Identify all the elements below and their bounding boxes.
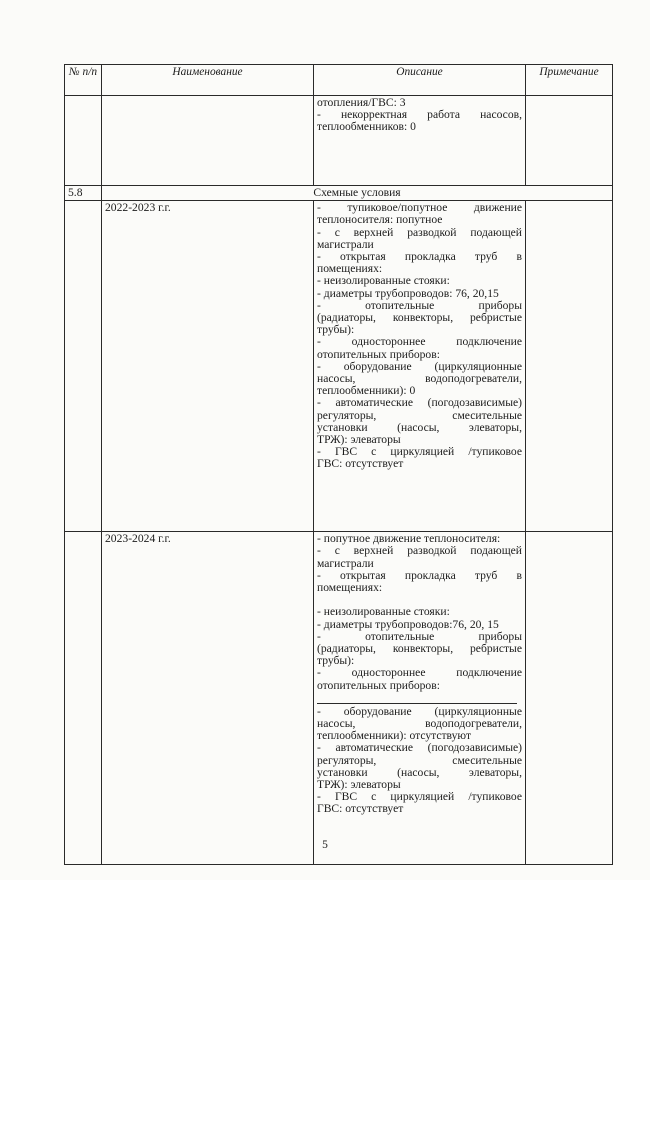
specification-table (64, 64, 613, 865)
period-name: 2023-2024 г.г. (102, 532, 314, 865)
desc-line: регуляторы, смесительные (317, 408, 522, 422)
desc-line: - с верхней разводкой подающей (317, 544, 522, 558)
desc-line: - с верхней разводкой подающей (317, 225, 522, 239)
desc-line: теплообменников: 0 (317, 120, 416, 134)
desc-line: - отопительные приборы (317, 629, 522, 643)
desc-line: - отопительные приборы (317, 298, 522, 312)
desc-line: ТРЖ): элеваторы (317, 433, 401, 447)
table-header-row (65, 65, 613, 96)
header-num: № п/п (65, 65, 102, 96)
desc-line: - автоматические (погодозависимые) (317, 741, 522, 755)
desc-line: магистрали (317, 556, 374, 570)
desc-line: - диаметры трубопроводов: 76, 20,15 (317, 286, 499, 300)
desc-line: - попутное движение теплоносителя: (317, 532, 501, 546)
desc-line: теплоносителя: попутное (317, 213, 443, 227)
desc-line: отопительных приборов: (317, 678, 440, 692)
desc-line: насосы, водоподогреватели, (317, 717, 522, 731)
desc-line: отопительных приборов: (317, 347, 440, 361)
desc-line: - оборудование (циркуляционные (317, 359, 522, 373)
desc-line: теплообменники): 0 (317, 384, 416, 398)
divider-line (317, 692, 517, 704)
cell-num (65, 96, 102, 186)
desc-line: установки (насосы, элеваторы, (317, 420, 522, 434)
header-name: Наименование (102, 65, 314, 96)
desc-line: - ГВС с циркуляцией /тупиковое (317, 445, 522, 459)
desc-line: - некорректная работа насосов, (317, 108, 522, 122)
cell-name (102, 96, 314, 186)
cell-description (314, 201, 526, 532)
desc-line: регуляторы, смесительные (317, 753, 522, 767)
cell-note (526, 201, 613, 532)
desc-line: магистрали (317, 237, 374, 251)
desc-line: - ГВС с циркуляцией /тупиковое (317, 790, 522, 804)
desc-line: - неизолированные стояки: (317, 274, 450, 288)
table-row (65, 201, 613, 532)
desc-line: ГВС: отсутствует (317, 802, 404, 816)
desc-line: ТРЖ): элеваторы (317, 778, 401, 792)
desc-line: - тупиковое/попутное движение (317, 201, 522, 215)
cell-note (526, 532, 613, 865)
desc-line: трубы): (317, 323, 355, 337)
cell-description (314, 96, 526, 186)
desc-line: - неизолированные стояки: (317, 605, 450, 619)
desc-line: трубы): (317, 654, 355, 668)
section-row (65, 186, 613, 201)
desc-line: помещениях: (317, 581, 383, 595)
table-row (65, 96, 613, 186)
period-name: 2022-2023 г.г. (102, 201, 314, 532)
page-number: 5 (322, 839, 328, 851)
desc-line: - диаметры трубопроводов:76, 20, 15 (317, 617, 499, 631)
desc-line: - одностороннее подключение (317, 335, 522, 349)
desc-line: - одностороннее подключение (317, 666, 522, 680)
desc-line: отопления/ГВС: 3 (317, 96, 406, 109)
blank-area (0, 880, 650, 1147)
cell-num (65, 201, 102, 532)
section-title: Схемные условия (102, 186, 613, 201)
section-number: 5.8 (65, 186, 102, 201)
desc-line: - автоматические (погодозависимые) (317, 396, 522, 410)
desc-line: (радиаторы, конвекторы, ребристые (317, 642, 522, 656)
desc-line: ГВС: отсутствует (317, 457, 404, 471)
header-description: Описание (314, 65, 526, 96)
desc-line: - оборудование (циркуляционные (317, 704, 522, 718)
table-row (65, 532, 613, 865)
cell-num (65, 532, 102, 865)
cell-note (526, 96, 613, 186)
desc-line: теплообменники): отсутствуют (317, 729, 472, 743)
desc-line: насосы, водоподогреватели, (317, 372, 522, 386)
desc-line: установки (насосы, элеваторы, (317, 765, 522, 779)
desc-line: (радиаторы, конвекторы, ребристые (317, 311, 522, 325)
desc-line: - открытая прокладка труб в (317, 250, 522, 264)
cell-description (314, 532, 526, 865)
desc-line: помещениях: (317, 262, 383, 276)
desc-line: - открытая прокладка труб в (317, 568, 522, 582)
header-note: Примечание (526, 65, 613, 96)
